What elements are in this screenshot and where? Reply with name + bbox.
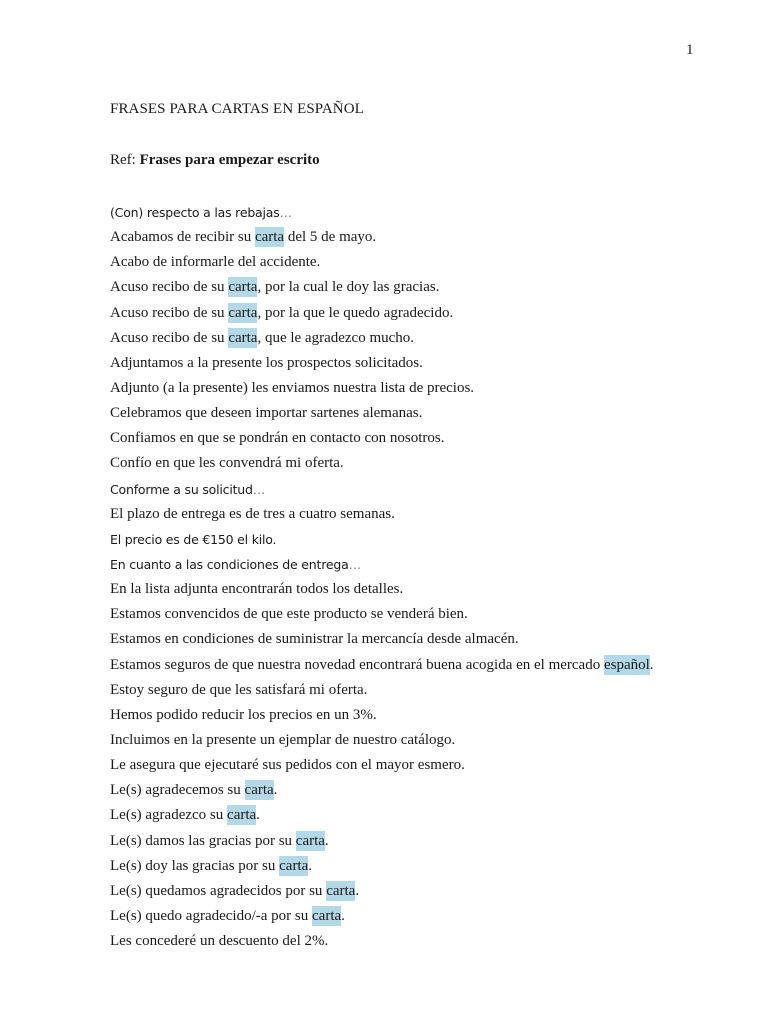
phrase-text: Hemos podido reducir los precios en un 3%.: [110, 706, 377, 723]
reference-line: [110, 152, 320, 169]
phrase-line: [110, 552, 730, 577]
phrase-text: Le(s) quedamos agradecidos por su: [110, 882, 327, 899]
phrase-text: Le(s) doy las gracias por su: [110, 857, 280, 874]
phrase-text: El plazo de entrega es de tres a cuatro semanas.: [110, 505, 395, 522]
phrase-text: Estamos seguros de que nuestra novedad encontrará buena acogida en el mercado: [110, 656, 604, 673]
phrase-line: [110, 200, 730, 225]
phrase-line: [110, 728, 730, 753]
phrase-text: Acabamos de recibir su: [110, 229, 255, 246]
phrase-text: En cuanto a las condiciones de entrega: [110, 556, 349, 572]
phrase-text: del 5 de mayo.: [284, 229, 377, 246]
search-highlight: carta: [326, 882, 356, 899]
phrase-line: [110, 275, 730, 300]
phrase-line: [110, 904, 730, 929]
ellipsis: …: [279, 205, 292, 220]
search-highlight: carta: [295, 832, 325, 849]
search-highlight: español: [603, 656, 650, 673]
search-highlight: carta: [228, 279, 258, 296]
phrase-line: [110, 653, 730, 678]
phrase-text: Le(s) quedo agradecido/-a por su: [110, 907, 313, 924]
phrase-line: [110, 527, 730, 552]
phrase-line: [110, 577, 730, 602]
search-highlight: carta: [228, 329, 258, 346]
phrase-line: [110, 803, 730, 828]
phrase-text: Le asegura que ejecutaré sus pedidos con el mayor esmero.: [110, 757, 465, 774]
phrase-line: [110, 627, 730, 652]
phrase-text: Acuso recibo de su: [110, 279, 229, 296]
phrase-text: Estamos convencidos de que este producto se venderá bien.: [110, 606, 468, 623]
phrase-text: Le(s) agradezco su: [110, 807, 228, 824]
search-highlight: carta: [228, 304, 258, 321]
phrase-text: .: [256, 807, 260, 824]
phrase-text: Estoy seguro de que les satisfará mi oferta.: [110, 681, 368, 698]
phrase-line: [110, 401, 730, 426]
ellipsis: …: [348, 556, 361, 572]
search-highlight: carta: [244, 782, 274, 799]
phrase-line: [110, 829, 730, 854]
phrase-list: [110, 200, 730, 954]
page-number: 1: [686, 42, 694, 58]
phrase-text: , por la que le quedo agradecido.: [257, 304, 454, 321]
phrase-text: Celebramos que deseen importar sartenes alemanas.: [110, 405, 423, 422]
reference-prefix: Ref:: [110, 152, 140, 168]
phrase-line: [110, 929, 730, 954]
phrase-text: .: [324, 832, 329, 849]
phrase-text: Acuso recibo de su: [110, 304, 229, 321]
phrase-line: [110, 351, 730, 376]
reference-title: Frases para empezar escrito: [139, 152, 320, 168]
phrase-line: [110, 477, 730, 502]
phrase-text: Incluimos en la presente un ejemplar de nuestro catálogo.: [110, 731, 456, 748]
phrase-text: Les concederé un descuento del 2%.: [110, 933, 329, 950]
phrase-line: [110, 854, 730, 879]
phrase-text: Acuso recibo de su: [110, 329, 229, 346]
phrase-text: Le(s) agradecemos su: [110, 782, 245, 799]
document-title: FRASES PARA CARTAS EN ESPAÑOL: [110, 101, 364, 117]
search-highlight: carta: [279, 857, 309, 874]
phrase-text: En la lista adjunta encontrarán todos los detalles.: [110, 581, 404, 598]
phrase-line: [110, 602, 730, 627]
phrase-text: (Con) respecto a las rebajas: [110, 205, 280, 220]
phrase-text: Confiamos en que se pondrán en contacto con nosotros.: [110, 430, 445, 447]
phrase-text: .: [649, 656, 654, 673]
phrase-text: Conforme a su solicitud: [110, 481, 253, 497]
phrase-line: [110, 326, 730, 351]
phrase-line: [110, 502, 730, 527]
search-highlight: carta: [254, 229, 285, 246]
phrase-text: Le(s) damos las gracias por su: [110, 832, 296, 849]
phrase-text: El precio es de €150 el kilo.: [110, 531, 277, 547]
phrase-text: , que le agradezco mucho.: [257, 329, 415, 346]
phrase-line: [110, 753, 730, 778]
phrase-line: [110, 225, 730, 250]
phrase-line: [110, 451, 730, 476]
phrase-text: Estamos en condiciones de suministrar la mercancía desde almacén.: [110, 631, 519, 648]
phrase-line: [110, 376, 730, 401]
ellipsis: …: [252, 481, 266, 497]
phrase-line: [110, 678, 730, 703]
phrase-text: .: [355, 882, 360, 899]
phrase-text: .: [308, 857, 313, 874]
phrase-line: [110, 879, 730, 904]
phrase-text: Adjuntamos a la presente los prospectos solicitados.: [110, 354, 423, 371]
phrase-line: [110, 301, 730, 326]
phrase-text: , por la cual le doy las gracias.: [257, 279, 440, 296]
phrase-text: .: [273, 782, 278, 799]
phrase-text: Acabo de informarle del accidente.: [110, 254, 321, 271]
phrase-text: .: [341, 907, 345, 924]
phrase-line: [110, 426, 730, 451]
search-highlight: carta: [227, 807, 257, 824]
phrase-line: [110, 250, 730, 275]
search-highlight: carta: [312, 907, 342, 924]
phrase-line: [110, 703, 730, 728]
phrase-line: [110, 778, 730, 803]
phrase-text: Confío en que les convendrá mi oferta.: [110, 455, 344, 472]
phrase-text: Adjunto (a la presente) les enviamos nuestra lista de precios.: [110, 379, 475, 396]
